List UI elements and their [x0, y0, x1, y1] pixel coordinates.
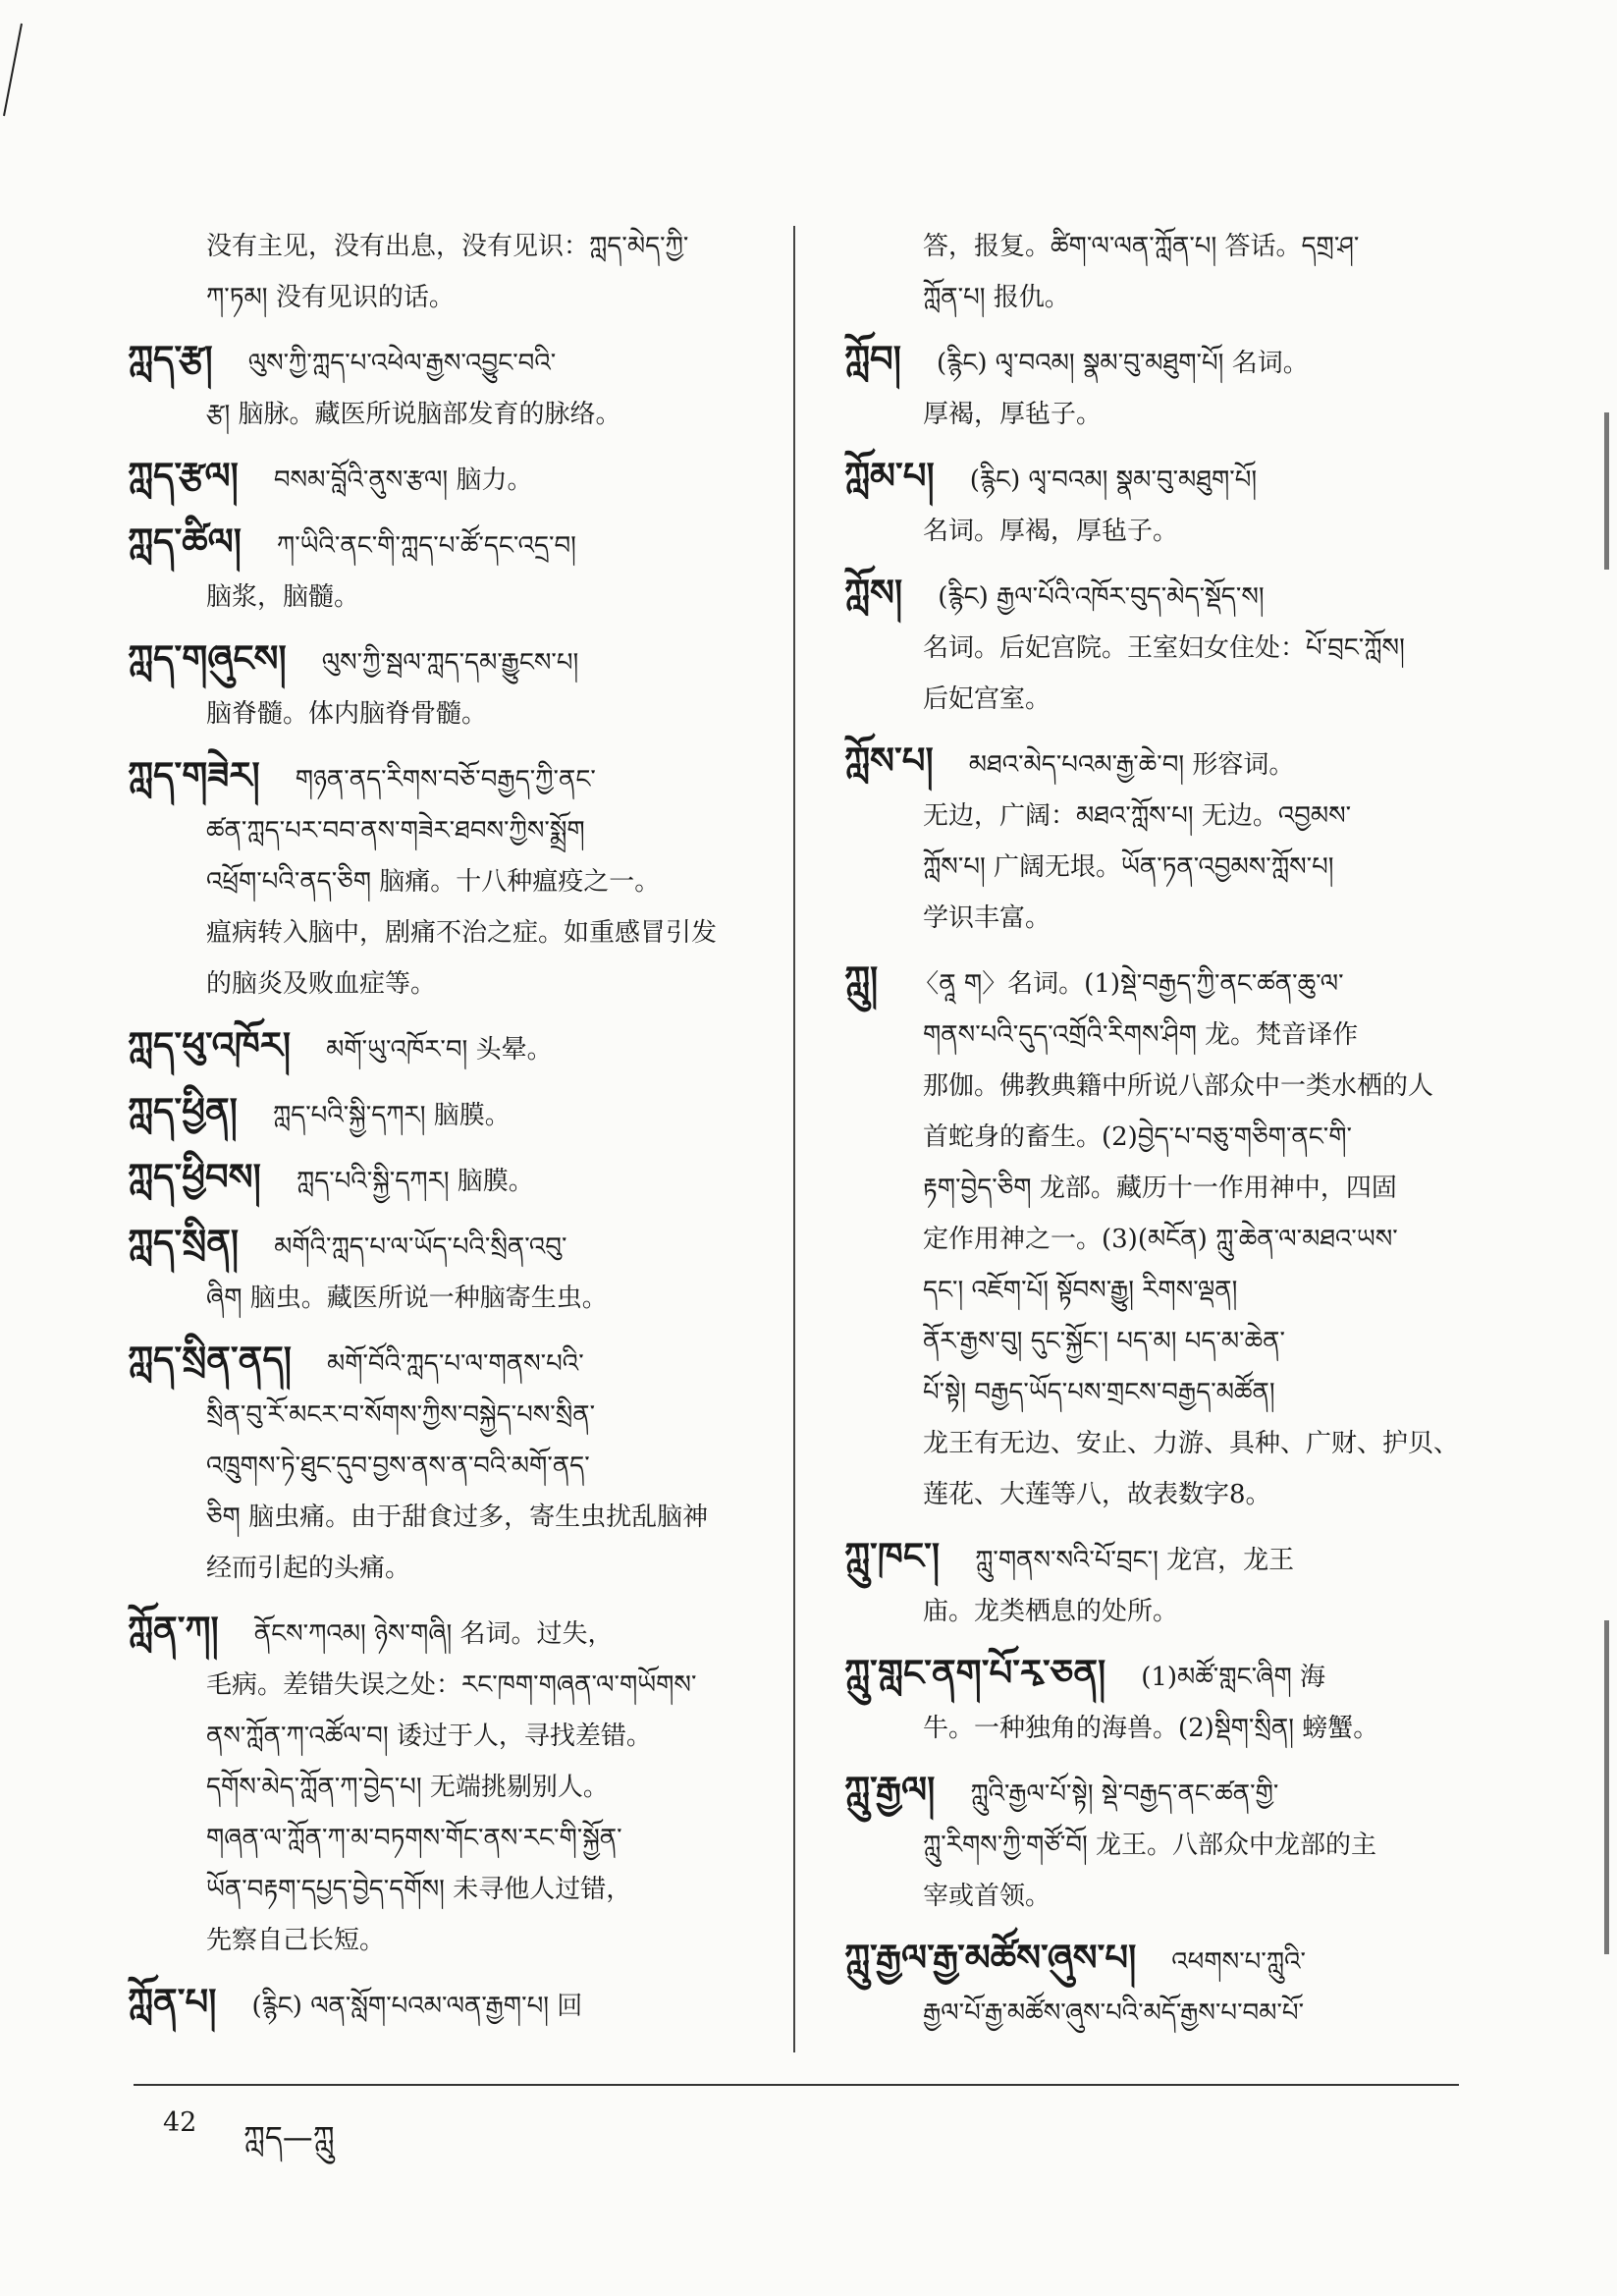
entry-headword: ཀླུ།	[844, 958, 879, 1001]
footer-rule	[134, 2084, 1459, 2086]
entry-text-line: 先察自己长短。	[206, 1926, 386, 1955]
dictionary-entry	[128, 516, 776, 623]
entry-text-line: པོ་སྟེ། བརྒྱད་ཡོད་པས་གྲངས་བརྒྱད་མཚོན།	[923, 1378, 1275, 1407]
entry-headword: ཀློབ།	[844, 338, 901, 380]
entry-text-line: ཀློན་པ། 报仇。	[923, 283, 1070, 312]
entry-headword: ཀླད་ཕྱིབས།	[128, 1156, 261, 1198]
dictionary-entry	[844, 333, 1492, 440]
entry-text-line: 莲花、大莲等八，故表数字8。	[923, 1480, 1271, 1509]
margin-pen-stroke	[0, 22, 26, 139]
entry-text-line: ཀ་ཡིའི་ནང་གི་ཀླད་པ་ཚོ་དང་འདྲ་བ།	[276, 531, 576, 561]
entry-headword: ཀླུ་ཁང་།	[844, 1535, 941, 1577]
entry-text-line: 脑浆，脑髓。	[206, 582, 360, 612]
dictionary-entry	[128, 1976, 776, 2032]
entry-text-line: གནས་པའི་དུད་འགྲོའི་རིགས་ཤིག 龙。梵音译作	[923, 1020, 1359, 1050]
dictionary-entry	[844, 1764, 1492, 1922]
dictionary-entry	[128, 1334, 776, 1594]
dictionary-entry	[844, 1530, 1492, 1637]
entry-headword: ཀློན་ཀ།	[128, 1609, 219, 1651]
entry-text-line: 庙。龙类栖息的处所。	[923, 1597, 1179, 1626]
entry-text-line: འཕགས་པ་ཀླུའི་	[1171, 1947, 1306, 1977]
entry-text-line: 的脑炎及败血症等。	[206, 969, 437, 999]
dictionary-entry	[128, 333, 776, 440]
entry-text-line: ཀླུ་གནས་སའི་པོ་བྲང་། 龙宫，龙王	[975, 1546, 1295, 1575]
entry-text-line: 脑脊髓。体内脑脊骨髓。	[206, 699, 488, 729]
dictionary-entry	[128, 1604, 776, 1966]
entry-text-line: མགོ་ཡུ་འཁོར་བ། 头晕。	[326, 1035, 553, 1065]
entry-text-line: 答，报复。ཚིག་ལ་ལན་ཀློན་པ། 答话。དགྲ་ཤ་	[923, 232, 1360, 261]
page-number: 42	[163, 2107, 197, 2138]
entry-text-line: (རྙིང) ལྭ་བའམ། སྣམ་བུ་མཐུག་པོ།	[969, 465, 1258, 495]
entry-headword: ཀླད་ཕུ་འཁོར།	[128, 1024, 292, 1066]
column-divider	[793, 226, 795, 2052]
entry-text-line: ཅིག 脑虫痛。由于甜食过多，寄生虫扰乱脑神	[206, 1503, 709, 1532]
entry-text-line: དགོས་མེད་ཀློན་ཀ་བྱེད་པ། 无端挑剔别人。	[206, 1773, 609, 1802]
entry-text-line: (རྙིང) རྒྱལ་པོའི་འཁོར་བུད་མེད་སྡོད་ས།	[938, 582, 1265, 612]
entry-headword: ཀླད་ཚིལ།	[128, 520, 242, 563]
entry-text-line: ཀླད་པའི་སྐྱི་དཀར། 脑膜。	[272, 1101, 511, 1130]
entry-text-line: ནོངས་ཀའམ། ཉེས་གཞི། 名词。过失，	[253, 1619, 614, 1649]
entry-headword: ཀླད་སྲིན་ནད།	[128, 1339, 292, 1381]
entry-text-line: 厚褐，厚毡子。	[923, 400, 1103, 429]
entry-text-line: བསམ་བློའི་ནུས་རྩལ། 脑力。	[273, 465, 533, 495]
entry-text-line: (1)མཚོ་གླང་ཞིག 海	[1141, 1663, 1326, 1692]
entry-headword: ཀླད་གཟེར།	[128, 754, 260, 796]
entry-text-line: ལུས་ཀྱི་ཀླད་པ་འཕེལ་རྒྱས་འབྱུང་བའི་	[247, 349, 557, 378]
entry-headword: ཀླད་རྩལ།	[128, 455, 239, 497]
dictionary-entry	[128, 450, 776, 506]
entry-text-line: 瘟病转入脑中，剧痛不治之症。如重感冒引发	[206, 918, 718, 948]
dictionary-entry	[844, 1647, 1492, 1754]
dictionary-entry	[844, 735, 1492, 944]
entry-text-line: ཀླུ་རིགས་ཀྱི་གཙོ་བོ། 龙王。八部众中龙部的主	[923, 1831, 1377, 1860]
entry-text-line: 宰或首领。	[923, 1882, 1051, 1911]
entry-text-line: ཚན་ཀླད་པར་བབ་ནས་གཟེར་ཐབས་ཀྱིས་སྨྲོག	[206, 816, 585, 846]
dictionary-entry	[844, 567, 1492, 725]
entry-text-line: 定作用神之一。(3)(མངོན) ཀླུ་ཆེན་ལ་མཐའ་ཡས་	[923, 1225, 1398, 1254]
entry-text-line: ལུས་ཀྱི་སྦལ་ཀླད་དམ་རྒྱུངས་པ།	[321, 648, 579, 678]
entry-headword: ཀླད་གཞུངས།	[128, 637, 287, 680]
entry-text-line: 没有主见，没有出息，没有见识：ཀླད་མེད་ཀྱི་	[206, 232, 689, 261]
entry-text-line: སྲིན་བུ་རོ་མངར་བ་སོགས་ཀྱིས་བསྐྱེད་པས་སྲིན་	[206, 1400, 596, 1430]
entry-headword: ཀླུ་གླང་ནག་པོ་རྭ་ཅན།	[844, 1652, 1106, 1694]
dictionary-entry	[128, 1217, 776, 1324]
dictionary-entry	[128, 1151, 776, 1207]
entry-text-line: རྒྱལ་པོ་རྒྱ་མཚོས་ཞུས་པའི་མདོ་རྒྱས་པ་བམ་པོ་	[923, 1998, 1305, 2028]
entry-text-line: ནོར་རྒྱས་བུ། དུང་སྐྱོང་། པད་མ། པད་མ་ཆེན་	[923, 1327, 1285, 1356]
entry-text-line: 名词。厚褐，厚毡子。	[923, 517, 1179, 546]
entry-headword: ཀླད་སྲིན།	[128, 1222, 240, 1264]
entry-text-line: མགོའི་ཀླད་པ་ལ་ཡོད་པའི་སྲིན་འབུ་	[274, 1232, 567, 1262]
entry-headword: ཀླད་རྩ།	[128, 338, 213, 380]
dictionary-entry	[128, 1019, 776, 1075]
entry-text-line: 首蛇身的畜生。(2)བྱེད་པ་བཅུ་གཅིག་ནང་གི་	[923, 1122, 1352, 1152]
entry-text-line: ཞིག 脑虫。藏医所说一种脑寄生虫。	[206, 1284, 608, 1313]
entry-text-line: 那伽。佛教典籍中所说八部众中一类水栖的人	[923, 1071, 1434, 1101]
entry-headword: ཀླུ་རྒྱལ།	[844, 1769, 936, 1811]
dictionary-entry	[844, 954, 1492, 1520]
entry-text-line: 龙王有无边、安止、力游、具种、广财、护贝、	[923, 1429, 1460, 1458]
dictionary-entry	[128, 1085, 776, 1141]
entry-text-line: 经而引起的头痛。	[206, 1554, 411, 1583]
left-column	[128, 221, 776, 2042]
entry-text-line: (རྙིང) ལན་སློག་པའམ་ལན་རྒྱག་པ། 回	[251, 1992, 583, 2021]
edge-scan-mark	[1604, 1620, 1609, 1954]
entry-text-line: མགོ་བོའི་ཀླད་པ་ལ་གནས་པའི་	[326, 1349, 584, 1379]
entry-text-line: ནས་ཀློན་ཀ་འཚོལ་བ། 诿过于人，寻找差错。	[206, 1722, 652, 1751]
entry-text-line: གཞན་ལ་ཀློན་ཀ་མ་བཏགས་གོང་ནས་རང་གི་སྐྱོན་	[206, 1824, 622, 1853]
right-column	[844, 221, 1492, 2049]
entry-headword: ཀླུ་རྒྱལ་རྒྱ་མཚོས་ཞུས་པ།	[844, 1937, 1137, 1979]
entry-text-line: འཕྲོག་པའི་ནད་ཅིག 脑痛。十八种瘟疫之一。	[206, 867, 661, 897]
entry-text-line: 名词。后妃宫院。王室妇女住处：པོ་བྲང་ཀློས།	[923, 633, 1405, 663]
dictionary-entry	[128, 632, 776, 739]
entry-text-line: ཀླུའི་རྒྱལ་པོ་སྟེ། སྡེ་བརྒྱད་ནང་ཚན་གྱི་	[970, 1779, 1279, 1809]
entry-text-line: 牛。一种独角的海兽。(2)སྡིག་སྲིན། 螃蟹。	[923, 1714, 1379, 1743]
entry-text-line: འཁྲུགས་ཏེ་ཐུང་དུབ་བྱས་ནས་ན་བའི་མགོ་ནད་	[206, 1451, 590, 1481]
entry-text-line: 无边，广阔：མཐའ་ཀློས་པ། 无边。འབྱམས་	[923, 801, 1352, 831]
entry-text-line: 毛病。差错失误之处：རང་ཁག་གཞན་ལ་གཡོགས་	[206, 1670, 697, 1700]
entry-text-line: 学识丰富。	[923, 903, 1051, 933]
entry-text-line: རྟག་བྱེད་ཅིག 龙部。藏历十一作用神中，四固	[923, 1174, 1397, 1203]
entry-headword: ཀློས་པ།	[844, 739, 934, 782]
edge-scan-mark	[1604, 412, 1609, 570]
entry-text-line: ཀླད་པའི་སྐྱི་དཀར། 脑膜。	[296, 1167, 534, 1196]
entry-text-line: 后妃宫室。	[923, 684, 1051, 714]
entry-text-line: (རྙིང) ལྭ་བའམ། སྣམ་བུ་མཐུག་པོ། 名词。	[936, 349, 1309, 378]
page-range: ཀླད—ཀླུ	[243, 2120, 335, 2156]
entry-headword: ཀློམ་པ།	[844, 455, 935, 497]
dictionary-entry	[128, 749, 776, 1010]
entry-text-line: དང་། འཇོག་པོ། སྟོབས་རྒྱུ། རིགས་ལྡན།	[923, 1276, 1238, 1305]
dictionary-entry	[844, 450, 1492, 557]
entry-text-line: རྩ། 脑脉。藏医所说脑部发育的脉络。	[206, 400, 621, 429]
entry-text-line: གཉན་ནད་རིགས་བཅོ་བརྒྱད་ཀྱི་ནང་	[295, 765, 596, 794]
entry-text-line: 〈ནཱ ག〉名词。(1)སྡེ་བརྒྱད་ཀྱི་ནང་ཚན་ཆུ་ལ་	[913, 969, 1344, 999]
entry-text-line: ཡོན་བརྟག་དཔྱད་བྱེད་དགོས། 未寻他人过错，	[206, 1875, 632, 1904]
entry-text-line: ཀ་ཏམ། 没有见识的话。	[206, 283, 455, 312]
dictionary-entry	[128, 221, 776, 323]
entry-headword: ཀླད་ཕྱིན།	[128, 1090, 238, 1132]
entry-headword: ཀློན་པ།	[128, 1981, 217, 2023]
entry-text-line: མཐའ་མེད་པའམ་རྒྱ་ཆེ་བ། 形容词。	[968, 750, 1295, 780]
dictionary-entry	[844, 221, 1492, 323]
dictionary-entry	[844, 1932, 1492, 2039]
entry-headword: ཀློས།	[844, 572, 903, 614]
entry-text-line: ཀློས་པ། 广阔无垠。ཡོན་ཏན་འབྱམས་ཀློས་པ།	[923, 852, 1334, 882]
